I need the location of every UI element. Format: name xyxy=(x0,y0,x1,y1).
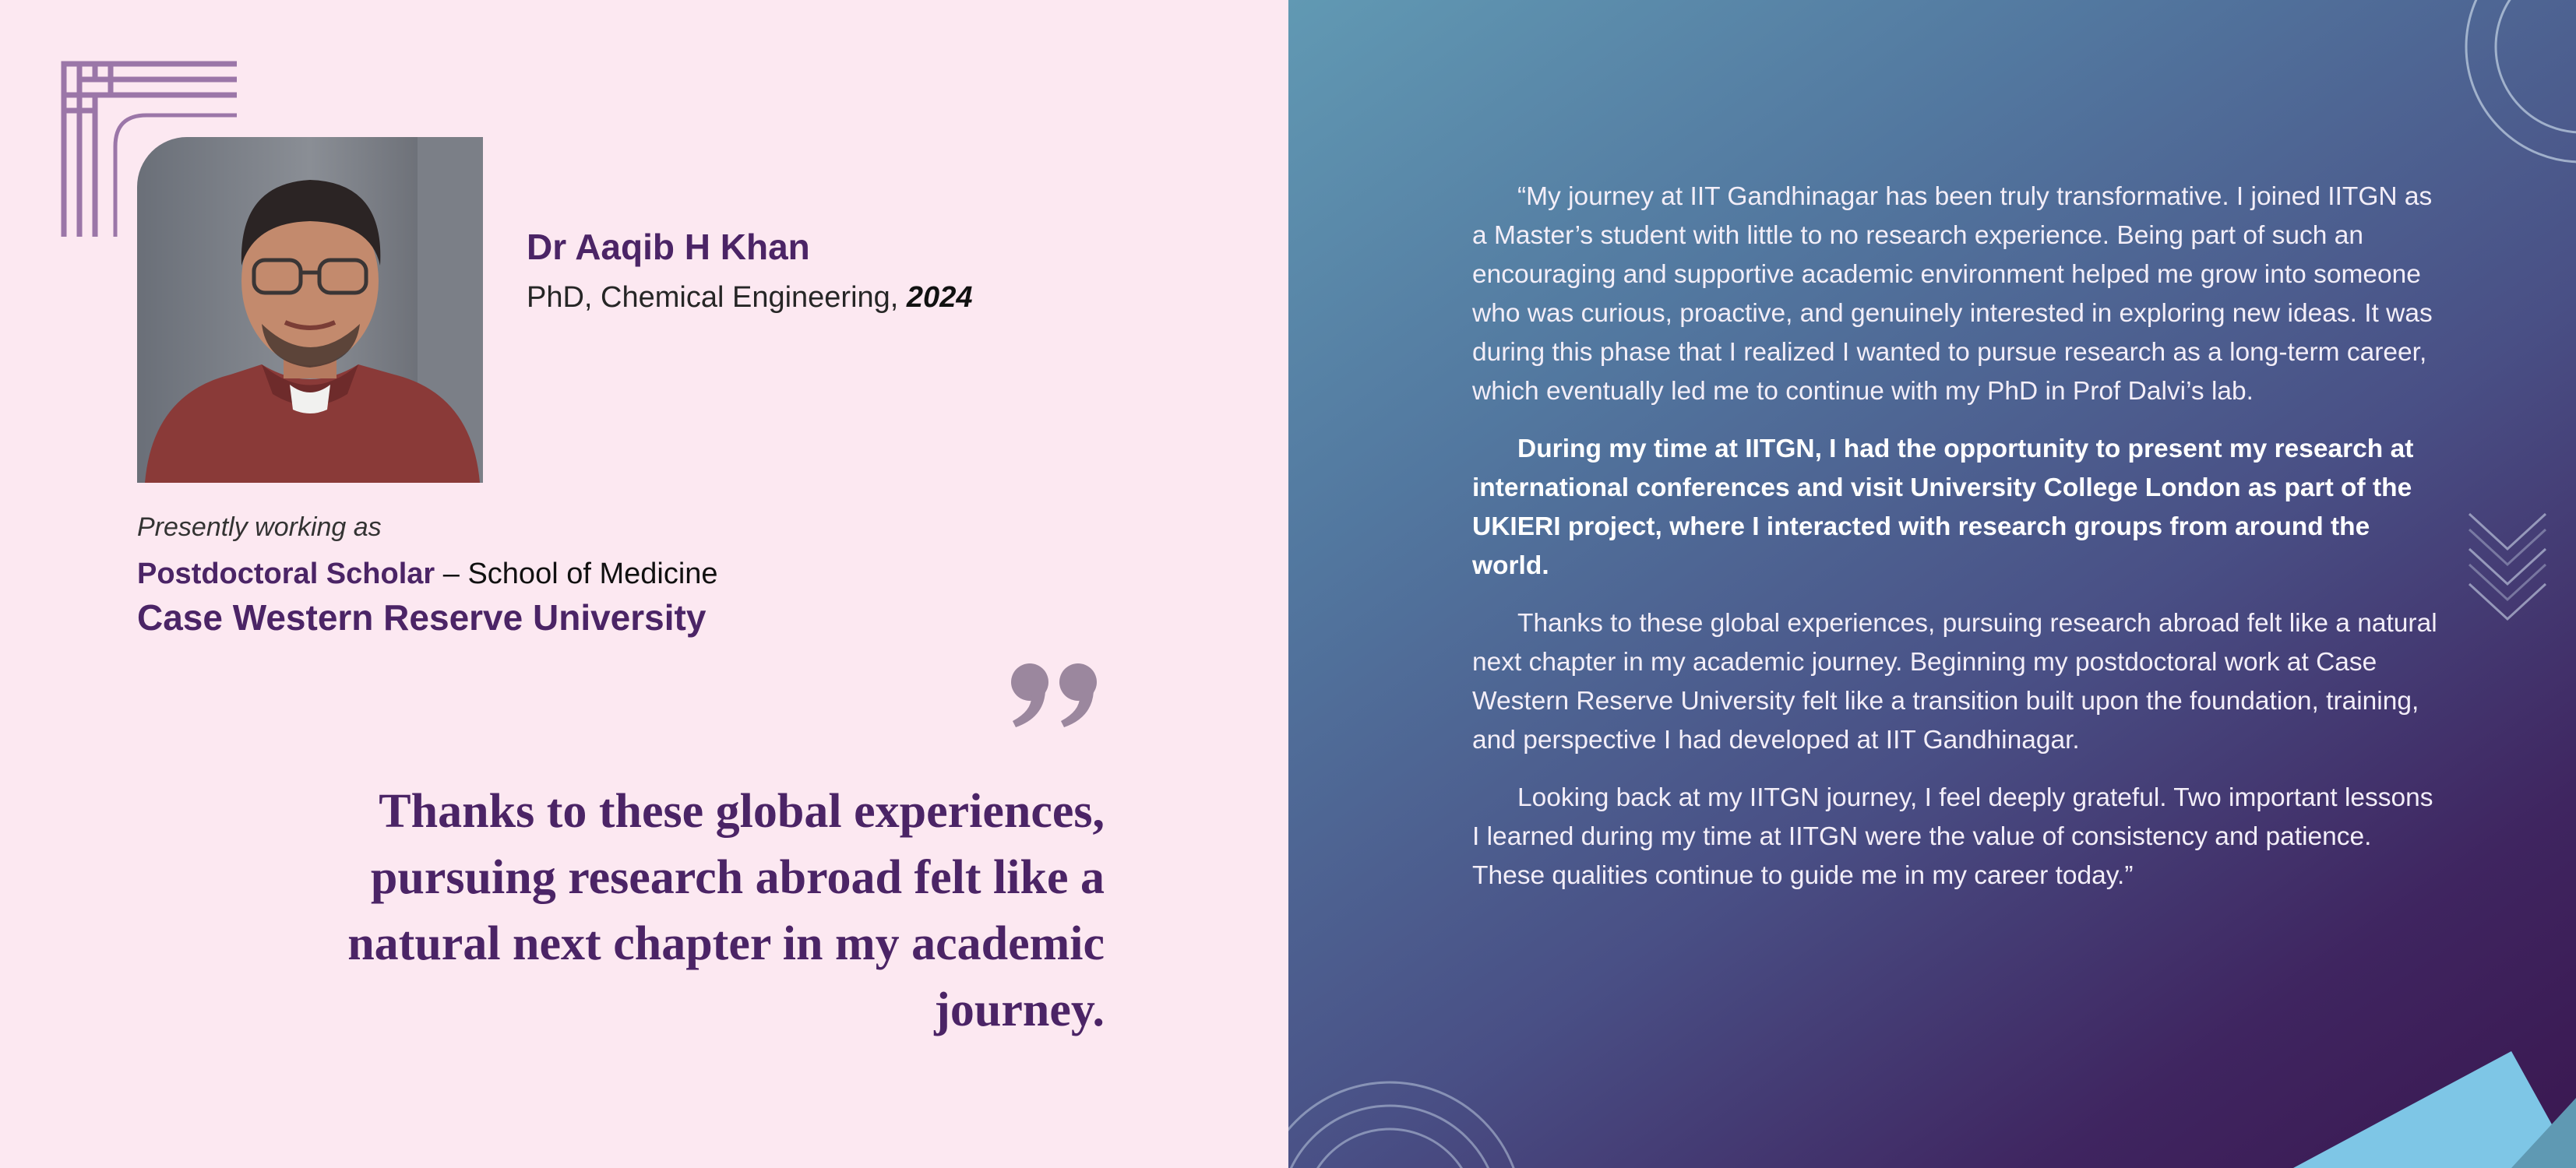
triangle-ornament xyxy=(2278,1043,2576,1168)
circle-ornament-top xyxy=(2441,0,2576,234)
presently-label: Presently working as xyxy=(137,512,382,542)
graduation-year: 2024 xyxy=(906,281,973,314)
alumnus-name: Dr Aaqib H Khan xyxy=(527,227,810,267)
role-title: Postdoctoral Scholar xyxy=(137,558,435,590)
testimonial-paragraph-1: “My journey at IIT Gandhinagar has been truly transformative. I joined IITGN as a Master’s student with little to no research experience. Being part of such an encouraging and supportive academic environment helped me grow into someone who was curious, proactive, and genuinely interested in exploring new ideas. It was during this phase that I realized I wanted to pursue research as a long-term career, which eventually led me to continue with my PhD in Prof Dalvi’s lab. xyxy=(1472,182,2433,406)
closing-quote-icon xyxy=(1010,662,1103,729)
testimonial-paragraph-4: Looking back at my IITGN journey, I feel deeply grateful. Two important lessons I learned during my time at IITGN were the value of consistency and patience. These qualities continue to guide me in my career today.” xyxy=(1472,783,2433,890)
testimonial-paragraph-3: Thanks to these global experiences, pursuing research abroad felt like a natural next chapter in my academic journey. Beginning my postdoctoral work at Case Western Reserve University felt like a transition built upon the foundation, training, and perspective I had developed at IIT Gandhinagar. xyxy=(1472,609,2437,755)
degree-line xyxy=(527,281,972,315)
pull-quote: Thanks to these global experiences, pursuing research abroad felt like a natural next chapter in my academic journey. xyxy=(347,785,1105,1036)
department-name: School of Medicine xyxy=(467,558,718,590)
testimonial-text xyxy=(1472,178,2438,914)
organization-name: Case Western Reserve University xyxy=(137,597,707,638)
degree-text: PhD, Chemical Engineering, xyxy=(527,281,899,314)
current-position xyxy=(137,558,718,591)
right-panel xyxy=(1288,0,2576,1168)
chevron-ornament xyxy=(2465,506,2550,646)
circle-ornament-bottom xyxy=(1288,1059,1522,1168)
role-separator: – xyxy=(435,558,468,590)
testimonial-paragraph-2: During my time at IITGN, I had the opportunity to present my research at international conferences and visit University College London as part of the UKIERI project, where I interacted with research groups from around the world. xyxy=(1472,434,2414,580)
profile-photo xyxy=(137,137,483,483)
